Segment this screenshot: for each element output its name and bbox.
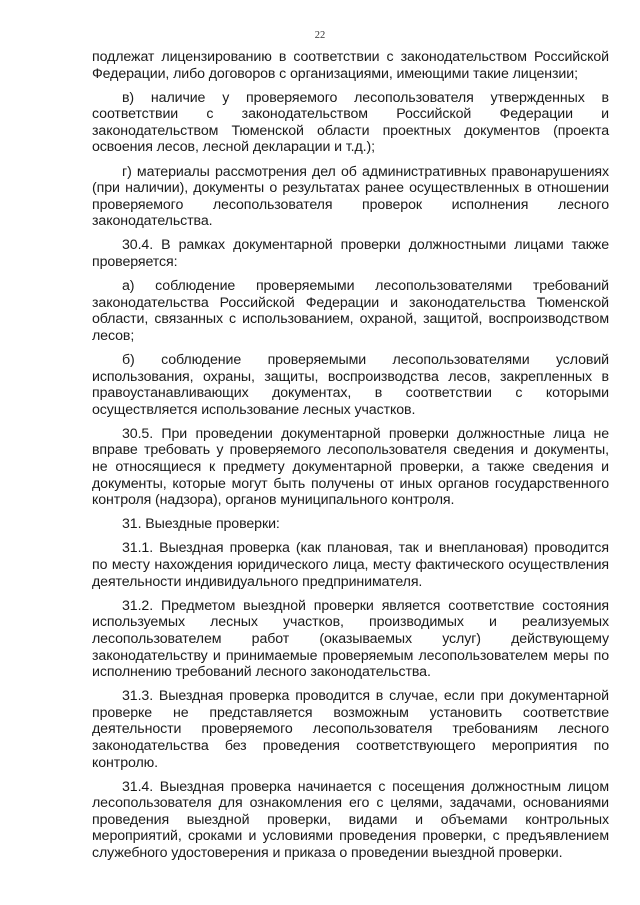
paragraph-31-4: 31.4. Выездная проверка начинается с посещения должностным лицом лесопользователя для ознакомления его с целями, задачами, основаниями проведения выездной проверки, видами и объемами контрольных мероприятий, сроками и условиями проведения проверки, с предъявлением служебного удостоверения и приказа о проведении выездной проверки. [92, 778, 609, 862]
paragraph-30-5: 30.5. При проведении документарной проверки должностные лица не вправе требовать у проверяемого лесопользователя сведения и документы, не относящиеся к предмету документарной проверки, а также сведения и документы, которые могут быть получены от иных органов государственного контроля (надзора), органов муниципального контроля. [92, 425, 609, 509]
paragraph-item-v: в) наличие у проверяемого лесопользователя утвержденных в соответствии с законодательством Российской Федерации и законодательством Тюменской области проектных документов (проекта освоения лесов, лесной декларации и т.д.); [92, 89, 609, 156]
paragraph-31-1: 31.1. Выездная проверка (как плановая, так и внеплановая) проводится по месту нахождения юридического лица, месту фактического осуществления деятельности индивидуального предпринимателя. [92, 540, 609, 590]
paragraph-item-b: б) соблюдение проверяемыми лесопользователями условий использования, охраны, защиты, воспроизводства лесов, закрепленных в правоустанавливающих документах, в соответствии с которыми осуществляется использование лесных участков. [92, 352, 609, 418]
paragraph-item-a: а) соблюдение проверяемыми лесопользователями требований законодательства Российской Федерации и законодательства Тюменской области, связанных с использованием, охраной, защитой, воспроизводством лесов; [92, 278, 609, 344]
paragraph-31-3: 31.3. Выездная проверка проводится в случае, если при документарной проверке не представляется возможным установить соответствие деятельности проверяемого лесопользователя требованиям лесного законодательства без проведения соответствующего мероприятия по контролю. [92, 688, 609, 771]
paragraph-30-4: 30.4. В рамках документарной проверки должностными лицами также проверяется: [92, 237, 609, 271]
paragraph-31-2: 31.2. Предметом выездной проверки является соответствие состояния используемых лесных участков, производимых и реализуемых лесопользователем работ (оказываемых услуг) действующему законодательству и принимаемые проверяемым лесопользователем меры по исполнению требований лесного законодательства. [92, 597, 609, 681]
section-heading-31: 31. Выездные проверки: [122, 516, 280, 533]
document-body [92, 49, 609, 869]
paragraph-continuation: подлежат лицензированию в соответствии с законодательством Российской Федерации, либо договоров с организациями, имеющими такие лицензии; [92, 49, 609, 82]
paragraph-item-g: г) материалы рассмотрения дел об административных правонарушениях (при наличии), документы о результатах ранее осуществленных в отношении проверяемого лесопользователя проверок исполнения лесного законодательства. [92, 163, 609, 230]
page-number: 22 [314, 30, 326, 41]
